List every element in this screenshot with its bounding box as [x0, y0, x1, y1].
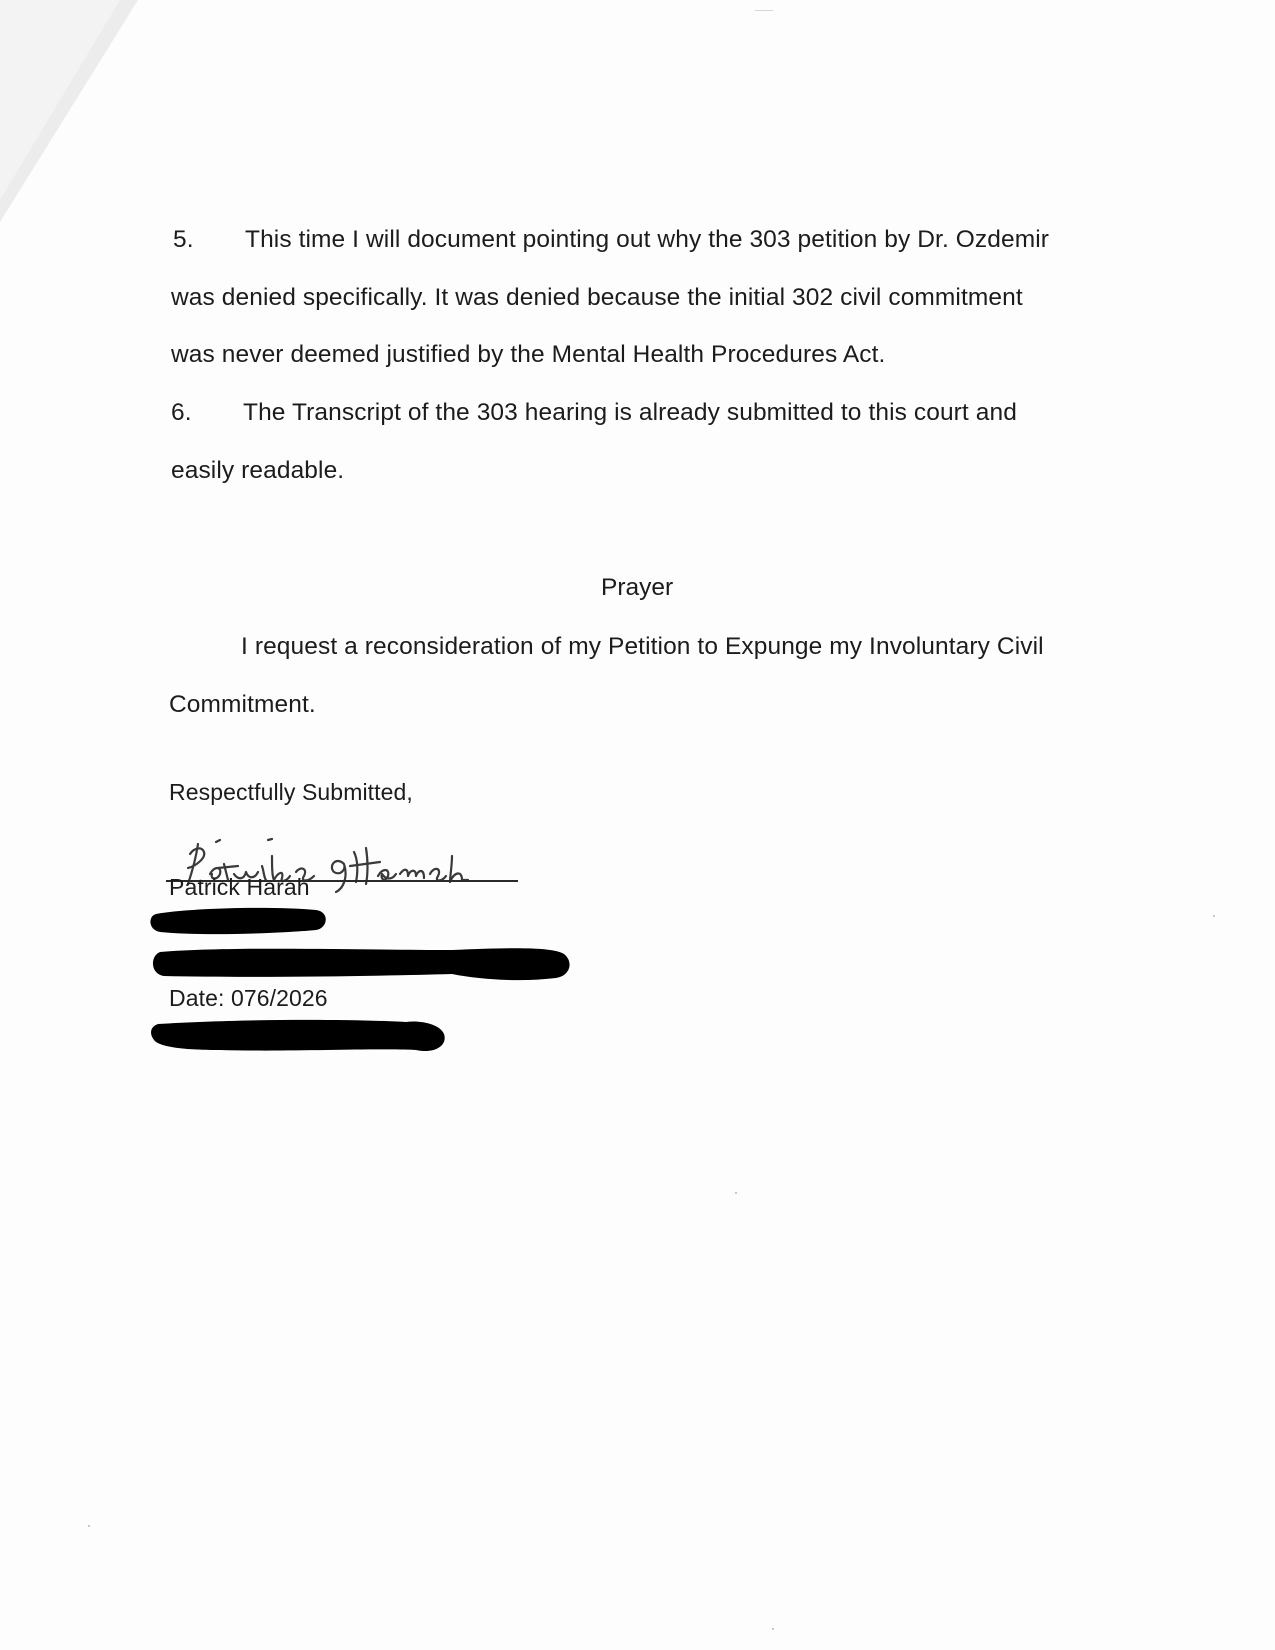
- paragraph-5-line-3: was never deemed justified by the Mental Health Procedures Act.: [171, 341, 886, 368]
- scan-speck: [88, 1525, 90, 1527]
- redaction-mark-3: [150, 1014, 448, 1058]
- signature-date: Date: 076/2026: [169, 985, 328, 1011]
- paragraph-6-number: 6.: [171, 399, 192, 426]
- prayer-line-2: Commitment.: [169, 691, 316, 718]
- closing-salutation: Respectfully Submitted,: [169, 779, 413, 805]
- scan-speck: [772, 1628, 774, 1630]
- paragraph-5-text-1: This time I will document pointing out why the 303 petition by Dr. Ozdemir: [245, 226, 1050, 253]
- redaction-mark-2: [152, 944, 572, 986]
- paragraph-6-text-1: The Transcript of the 303 hearing is already submitted to this court and: [243, 399, 1017, 426]
- paragraph-6-line-1: [171, 398, 1017, 428]
- paragraph-5-number: 5.: [173, 226, 194, 253]
- paragraph-5-line-2: was denied specifically. It was denied because the initial 302 civil commitment: [171, 284, 1023, 311]
- prayer-heading: Prayer: [601, 574, 674, 601]
- signer-name: Patrick Harah: [169, 874, 310, 900]
- scanned-page-corner-shadow: [0, 0, 140, 230]
- scan-speck: [735, 1192, 737, 1194]
- redaction-mark-1: [150, 904, 330, 938]
- paragraph-6-line-2: easily readable.: [171, 457, 345, 484]
- scan-speck: [755, 10, 773, 11]
- paragraph-5-line-1: [173, 225, 1049, 255]
- prayer-line-1: I request a reconsideration of my Petition to Expunge my Involuntary Civil: [241, 633, 1044, 660]
- scan-speck: [1213, 915, 1215, 917]
